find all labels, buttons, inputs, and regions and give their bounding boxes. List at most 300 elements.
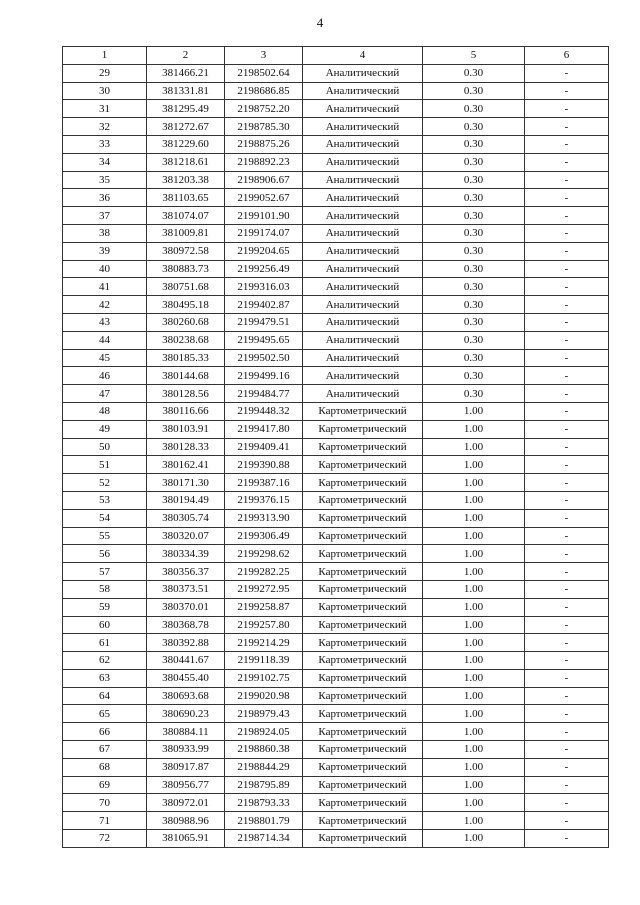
point-number-cell: 40 bbox=[63, 260, 147, 278]
point-number-cell: 51 bbox=[63, 456, 147, 474]
accuracy-cell: 1.00 bbox=[423, 705, 525, 723]
note-cell: - bbox=[525, 563, 609, 581]
note-cell: - bbox=[525, 100, 609, 118]
x-coordinate-cell: 381218.61 bbox=[147, 153, 225, 171]
x-coordinate-cell: 380128.56 bbox=[147, 385, 225, 403]
point-number-cell: 36 bbox=[63, 189, 147, 207]
note-cell: - bbox=[525, 313, 609, 331]
x-coordinate-cell: 381065.91 bbox=[147, 830, 225, 848]
method-cell: Аналитический bbox=[303, 260, 423, 278]
y-coordinate-cell: 2199313.90 bbox=[225, 509, 303, 527]
y-coordinate-cell: 2199101.90 bbox=[225, 207, 303, 225]
note-cell: - bbox=[525, 420, 609, 438]
accuracy-cell: 1.00 bbox=[423, 563, 525, 581]
accuracy-cell: 0.30 bbox=[423, 100, 525, 118]
accuracy-cell: 0.30 bbox=[423, 171, 525, 189]
accuracy-cell: 1.00 bbox=[423, 830, 525, 848]
table-row bbox=[63, 456, 609, 474]
x-coordinate-cell: 381331.81 bbox=[147, 82, 225, 100]
y-coordinate-cell: 2198860.38 bbox=[225, 741, 303, 759]
y-coordinate-cell: 2199118.39 bbox=[225, 652, 303, 670]
x-coordinate-cell: 380194.49 bbox=[147, 491, 225, 509]
method-cell: Аналитический bbox=[303, 278, 423, 296]
accuracy-cell: 0.30 bbox=[423, 367, 525, 385]
method-cell: Картометрический bbox=[303, 402, 423, 420]
method-cell: Картометрический bbox=[303, 527, 423, 545]
method-cell: Картометрический bbox=[303, 420, 423, 438]
note-cell: - bbox=[525, 367, 609, 385]
accuracy-cell: 1.00 bbox=[423, 634, 525, 652]
x-coordinate-cell: 381295.49 bbox=[147, 100, 225, 118]
table-row bbox=[63, 438, 609, 456]
note-cell: - bbox=[525, 509, 609, 527]
point-number-cell: 55 bbox=[63, 527, 147, 545]
x-coordinate-cell: 380305.74 bbox=[147, 509, 225, 527]
method-cell: Картометрический bbox=[303, 491, 423, 509]
note-cell: - bbox=[525, 758, 609, 776]
table-row bbox=[63, 402, 609, 420]
table-row bbox=[63, 242, 609, 260]
point-number-cell: 72 bbox=[63, 830, 147, 848]
point-number-cell: 54 bbox=[63, 509, 147, 527]
method-cell: Картометрический bbox=[303, 545, 423, 563]
note-cell: - bbox=[525, 64, 609, 82]
y-coordinate-cell: 2199390.88 bbox=[225, 456, 303, 474]
note-cell: - bbox=[525, 82, 609, 100]
point-number-cell: 44 bbox=[63, 331, 147, 349]
table-row bbox=[63, 278, 609, 296]
coordinates-table bbox=[62, 46, 609, 848]
x-coordinate-cell: 380185.33 bbox=[147, 349, 225, 367]
method-cell: Аналитический bbox=[303, 189, 423, 207]
note-cell: - bbox=[525, 527, 609, 545]
method-cell: Аналитический bbox=[303, 313, 423, 331]
note-cell: - bbox=[525, 296, 609, 314]
y-coordinate-cell: 2198502.64 bbox=[225, 64, 303, 82]
table-row bbox=[63, 296, 609, 314]
method-cell: Картометрический bbox=[303, 758, 423, 776]
y-coordinate-cell: 2199409.41 bbox=[225, 438, 303, 456]
table-row bbox=[63, 527, 609, 545]
method-cell: Картометрический bbox=[303, 438, 423, 456]
point-number-cell: 41 bbox=[63, 278, 147, 296]
table-row bbox=[63, 741, 609, 759]
note-cell: - bbox=[525, 224, 609, 242]
table-body bbox=[63, 64, 609, 847]
point-number-cell: 32 bbox=[63, 118, 147, 136]
method-cell: Картометрический bbox=[303, 705, 423, 723]
y-coordinate-cell: 2198875.26 bbox=[225, 135, 303, 153]
table-row bbox=[63, 491, 609, 509]
table-row bbox=[63, 652, 609, 670]
x-coordinate-cell: 380356.37 bbox=[147, 563, 225, 581]
note-cell: - bbox=[525, 153, 609, 171]
y-coordinate-cell: 2199402.87 bbox=[225, 296, 303, 314]
note-cell: - bbox=[525, 616, 609, 634]
x-coordinate-cell: 380956.77 bbox=[147, 776, 225, 794]
point-number-cell: 31 bbox=[63, 100, 147, 118]
y-coordinate-cell: 2199316.03 bbox=[225, 278, 303, 296]
note-cell: - bbox=[525, 260, 609, 278]
table-row bbox=[63, 349, 609, 367]
x-coordinate-cell: 380988.96 bbox=[147, 812, 225, 830]
note-cell: - bbox=[525, 385, 609, 403]
accuracy-cell: 1.00 bbox=[423, 438, 525, 456]
note-cell: - bbox=[525, 491, 609, 509]
point-number-cell: 59 bbox=[63, 598, 147, 616]
accuracy-cell: 1.00 bbox=[423, 509, 525, 527]
point-number-cell: 38 bbox=[63, 224, 147, 242]
point-number-cell: 37 bbox=[63, 207, 147, 225]
x-coordinate-cell: 380260.68 bbox=[147, 313, 225, 331]
point-number-cell: 56 bbox=[63, 545, 147, 563]
point-number-cell: 47 bbox=[63, 385, 147, 403]
method-cell: Картометрический bbox=[303, 741, 423, 759]
point-number-cell: 46 bbox=[63, 367, 147, 385]
x-coordinate-cell: 380972.58 bbox=[147, 242, 225, 260]
column-header: 3 bbox=[225, 47, 303, 65]
x-coordinate-cell: 380320.07 bbox=[147, 527, 225, 545]
point-number-cell: 67 bbox=[63, 741, 147, 759]
point-number-cell: 65 bbox=[63, 705, 147, 723]
table-header-row bbox=[63, 47, 609, 65]
y-coordinate-cell: 2199214.29 bbox=[225, 634, 303, 652]
point-number-cell: 49 bbox=[63, 420, 147, 438]
note-cell: - bbox=[525, 598, 609, 616]
note-cell: - bbox=[525, 723, 609, 741]
accuracy-cell: 1.00 bbox=[423, 545, 525, 563]
x-coordinate-cell: 380368.78 bbox=[147, 616, 225, 634]
x-coordinate-cell: 381272.67 bbox=[147, 118, 225, 136]
y-coordinate-cell: 2198844.29 bbox=[225, 758, 303, 776]
x-coordinate-cell: 380144.68 bbox=[147, 367, 225, 385]
table-row bbox=[63, 705, 609, 723]
note-cell: - bbox=[525, 438, 609, 456]
y-coordinate-cell: 2198924.05 bbox=[225, 723, 303, 741]
accuracy-cell: 0.30 bbox=[423, 135, 525, 153]
x-coordinate-cell: 381009.81 bbox=[147, 224, 225, 242]
accuracy-cell: 1.00 bbox=[423, 474, 525, 492]
accuracy-cell: 0.30 bbox=[423, 82, 525, 100]
table-row bbox=[63, 669, 609, 687]
point-number-cell: 34 bbox=[63, 153, 147, 171]
accuracy-cell: 1.00 bbox=[423, 812, 525, 830]
accuracy-cell: 0.30 bbox=[423, 224, 525, 242]
y-coordinate-cell: 2199282.25 bbox=[225, 563, 303, 581]
y-coordinate-cell: 2198714.34 bbox=[225, 830, 303, 848]
method-cell: Аналитический bbox=[303, 385, 423, 403]
x-coordinate-cell: 380370.01 bbox=[147, 598, 225, 616]
note-cell: - bbox=[525, 545, 609, 563]
y-coordinate-cell: 2199272.95 bbox=[225, 580, 303, 598]
note-cell: - bbox=[525, 278, 609, 296]
method-cell: Картометрический bbox=[303, 687, 423, 705]
point-number-cell: 48 bbox=[63, 402, 147, 420]
column-header: 4 bbox=[303, 47, 423, 65]
method-cell: Аналитический bbox=[303, 207, 423, 225]
method-cell: Аналитический bbox=[303, 118, 423, 136]
method-cell: Картометрический bbox=[303, 580, 423, 598]
y-coordinate-cell: 2199499.16 bbox=[225, 367, 303, 385]
y-coordinate-cell: 2199102.75 bbox=[225, 669, 303, 687]
accuracy-cell: 1.00 bbox=[423, 420, 525, 438]
accuracy-cell: 1.00 bbox=[423, 723, 525, 741]
table-row bbox=[63, 509, 609, 527]
table-row bbox=[63, 82, 609, 100]
method-cell: Картометрический bbox=[303, 598, 423, 616]
method-cell: Картометрический bbox=[303, 669, 423, 687]
column-header: 5 bbox=[423, 47, 525, 65]
accuracy-cell: 0.30 bbox=[423, 385, 525, 403]
accuracy-cell: 0.30 bbox=[423, 153, 525, 171]
table-row bbox=[63, 812, 609, 830]
point-number-cell: 50 bbox=[63, 438, 147, 456]
x-coordinate-cell: 380373.51 bbox=[147, 580, 225, 598]
x-coordinate-cell: 381203.38 bbox=[147, 171, 225, 189]
y-coordinate-cell: 2199306.49 bbox=[225, 527, 303, 545]
note-cell: - bbox=[525, 634, 609, 652]
method-cell: Картометрический bbox=[303, 456, 423, 474]
y-coordinate-cell: 2198686.85 bbox=[225, 82, 303, 100]
note-cell: - bbox=[525, 135, 609, 153]
table-row bbox=[63, 580, 609, 598]
note-cell: - bbox=[525, 331, 609, 349]
y-coordinate-cell: 2199448.32 bbox=[225, 402, 303, 420]
note-cell: - bbox=[525, 776, 609, 794]
y-coordinate-cell: 2199502.50 bbox=[225, 349, 303, 367]
x-coordinate-cell: 380238.68 bbox=[147, 331, 225, 349]
table-row bbox=[63, 598, 609, 616]
method-cell: Аналитический bbox=[303, 64, 423, 82]
point-number-cell: 33 bbox=[63, 135, 147, 153]
table-row bbox=[63, 224, 609, 242]
table-row bbox=[63, 313, 609, 331]
accuracy-cell: 1.00 bbox=[423, 598, 525, 616]
x-coordinate-cell: 380933.99 bbox=[147, 741, 225, 759]
y-coordinate-cell: 2199484.77 bbox=[225, 385, 303, 403]
table-row bbox=[63, 118, 609, 136]
note-cell: - bbox=[525, 456, 609, 474]
x-coordinate-cell: 381074.07 bbox=[147, 207, 225, 225]
accuracy-cell: 1.00 bbox=[423, 669, 525, 687]
note-cell: - bbox=[525, 118, 609, 136]
x-coordinate-cell: 381466.21 bbox=[147, 64, 225, 82]
y-coordinate-cell: 2199479.51 bbox=[225, 313, 303, 331]
method-cell: Аналитический bbox=[303, 135, 423, 153]
point-number-cell: 66 bbox=[63, 723, 147, 741]
method-cell: Аналитический bbox=[303, 331, 423, 349]
point-number-cell: 60 bbox=[63, 616, 147, 634]
method-cell: Картометрический bbox=[303, 652, 423, 670]
accuracy-cell: 0.30 bbox=[423, 349, 525, 367]
x-coordinate-cell: 380693.68 bbox=[147, 687, 225, 705]
point-number-cell: 57 bbox=[63, 563, 147, 581]
y-coordinate-cell: 2199417.80 bbox=[225, 420, 303, 438]
method-cell: Аналитический bbox=[303, 171, 423, 189]
point-number-cell: 52 bbox=[63, 474, 147, 492]
accuracy-cell: 0.30 bbox=[423, 242, 525, 260]
note-cell: - bbox=[525, 652, 609, 670]
table-row bbox=[63, 474, 609, 492]
note-cell: - bbox=[525, 242, 609, 260]
y-coordinate-cell: 2199495.65 bbox=[225, 331, 303, 349]
x-coordinate-cell: 380103.91 bbox=[147, 420, 225, 438]
method-cell: Аналитический bbox=[303, 153, 423, 171]
note-cell: - bbox=[525, 207, 609, 225]
method-cell: Аналитический bbox=[303, 242, 423, 260]
accuracy-cell: 1.00 bbox=[423, 652, 525, 670]
table-row bbox=[63, 207, 609, 225]
point-number-cell: 43 bbox=[63, 313, 147, 331]
method-cell: Картометрический bbox=[303, 776, 423, 794]
accuracy-cell: 1.00 bbox=[423, 491, 525, 509]
page-number: 4 bbox=[316, 15, 324, 30]
table-row bbox=[63, 260, 609, 278]
accuracy-cell: 0.30 bbox=[423, 118, 525, 136]
x-coordinate-cell: 380392.88 bbox=[147, 634, 225, 652]
point-number-cell: 58 bbox=[63, 580, 147, 598]
accuracy-cell: 1.00 bbox=[423, 456, 525, 474]
y-coordinate-cell: 2198906.67 bbox=[225, 171, 303, 189]
x-coordinate-cell: 380883.73 bbox=[147, 260, 225, 278]
method-cell: Картометрический bbox=[303, 812, 423, 830]
table-row bbox=[63, 723, 609, 741]
note-cell: - bbox=[525, 474, 609, 492]
note-cell: - bbox=[525, 669, 609, 687]
method-cell: Картометрический bbox=[303, 474, 423, 492]
x-coordinate-cell: 381103.65 bbox=[147, 189, 225, 207]
table-row bbox=[63, 830, 609, 848]
point-number-cell: 63 bbox=[63, 669, 147, 687]
table-row bbox=[63, 189, 609, 207]
point-number-cell: 35 bbox=[63, 171, 147, 189]
table-row bbox=[63, 758, 609, 776]
method-cell: Аналитический bbox=[303, 296, 423, 314]
method-cell: Картометрический bbox=[303, 563, 423, 581]
accuracy-cell: 1.00 bbox=[423, 741, 525, 759]
y-coordinate-cell: 2198801.79 bbox=[225, 812, 303, 830]
y-coordinate-cell: 2199376.15 bbox=[225, 491, 303, 509]
note-cell: - bbox=[525, 580, 609, 598]
y-coordinate-cell: 2199204.65 bbox=[225, 242, 303, 260]
table-row bbox=[63, 331, 609, 349]
y-coordinate-cell: 2199257.80 bbox=[225, 616, 303, 634]
point-number-cell: 45 bbox=[63, 349, 147, 367]
x-coordinate-cell: 380116.66 bbox=[147, 402, 225, 420]
method-cell: Картометрический bbox=[303, 509, 423, 527]
y-coordinate-cell: 2199174.07 bbox=[225, 224, 303, 242]
y-coordinate-cell: 2198752.20 bbox=[225, 100, 303, 118]
accuracy-cell: 1.00 bbox=[423, 527, 525, 545]
x-coordinate-cell: 380495.18 bbox=[147, 296, 225, 314]
y-coordinate-cell: 2199052.67 bbox=[225, 189, 303, 207]
column-header: 6 bbox=[525, 47, 609, 65]
point-number-cell: 69 bbox=[63, 776, 147, 794]
x-coordinate-cell: 380751.68 bbox=[147, 278, 225, 296]
table-row bbox=[63, 135, 609, 153]
table-row bbox=[63, 794, 609, 812]
x-coordinate-cell: 380334.39 bbox=[147, 545, 225, 563]
x-coordinate-cell: 380455.40 bbox=[147, 669, 225, 687]
x-coordinate-cell: 380690.23 bbox=[147, 705, 225, 723]
point-number-cell: 71 bbox=[63, 812, 147, 830]
x-coordinate-cell: 380884.11 bbox=[147, 723, 225, 741]
point-number-cell: 42 bbox=[63, 296, 147, 314]
table-row bbox=[63, 563, 609, 581]
x-coordinate-cell: 380917.87 bbox=[147, 758, 225, 776]
y-coordinate-cell: 2199298.62 bbox=[225, 545, 303, 563]
note-cell: - bbox=[525, 794, 609, 812]
table-row bbox=[63, 100, 609, 118]
note-cell: - bbox=[525, 402, 609, 420]
y-coordinate-cell: 2199020.98 bbox=[225, 687, 303, 705]
accuracy-cell: 1.00 bbox=[423, 616, 525, 634]
accuracy-cell: 1.00 bbox=[423, 758, 525, 776]
y-coordinate-cell: 2198892.23 bbox=[225, 153, 303, 171]
note-cell: - bbox=[525, 189, 609, 207]
note-cell: - bbox=[525, 812, 609, 830]
method-cell: Картометрический bbox=[303, 830, 423, 848]
method-cell: Аналитический bbox=[303, 82, 423, 100]
method-cell: Аналитический bbox=[303, 100, 423, 118]
x-coordinate-cell: 380441.67 bbox=[147, 652, 225, 670]
accuracy-cell: 1.00 bbox=[423, 794, 525, 812]
table-row bbox=[63, 64, 609, 82]
method-cell: Аналитический bbox=[303, 367, 423, 385]
method-cell: Картометрический bbox=[303, 723, 423, 741]
method-cell: Аналитический bbox=[303, 224, 423, 242]
column-header: 1 bbox=[63, 47, 147, 65]
table-row bbox=[63, 776, 609, 794]
point-number-cell: 29 bbox=[63, 64, 147, 82]
method-cell: Картометрический bbox=[303, 634, 423, 652]
point-number-cell: 39 bbox=[63, 242, 147, 260]
accuracy-cell: 0.30 bbox=[423, 207, 525, 225]
y-coordinate-cell: 2198795.89 bbox=[225, 776, 303, 794]
note-cell: - bbox=[525, 705, 609, 723]
point-number-cell: 30 bbox=[63, 82, 147, 100]
accuracy-cell: 1.00 bbox=[423, 687, 525, 705]
accuracy-cell: 0.30 bbox=[423, 189, 525, 207]
y-coordinate-cell: 2198785.30 bbox=[225, 118, 303, 136]
accuracy-cell: 1.00 bbox=[423, 580, 525, 598]
accuracy-cell: 0.30 bbox=[423, 331, 525, 349]
point-number-cell: 70 bbox=[63, 794, 147, 812]
method-cell: Картометрический bbox=[303, 616, 423, 634]
table-row bbox=[63, 616, 609, 634]
method-cell: Аналитический bbox=[303, 349, 423, 367]
accuracy-cell: 1.00 bbox=[423, 402, 525, 420]
x-coordinate-cell: 380171.30 bbox=[147, 474, 225, 492]
y-coordinate-cell: 2198979.43 bbox=[225, 705, 303, 723]
accuracy-cell: 1.00 bbox=[423, 776, 525, 794]
note-cell: - bbox=[525, 171, 609, 189]
note-cell: - bbox=[525, 830, 609, 848]
table-row bbox=[63, 634, 609, 652]
x-coordinate-cell: 380162.41 bbox=[147, 456, 225, 474]
y-coordinate-cell: 2199258.87 bbox=[225, 598, 303, 616]
accuracy-cell: 0.30 bbox=[423, 278, 525, 296]
point-number-cell: 62 bbox=[63, 652, 147, 670]
table-row bbox=[63, 385, 609, 403]
column-header: 2 bbox=[147, 47, 225, 65]
point-number-cell: 68 bbox=[63, 758, 147, 776]
y-coordinate-cell: 2199387.16 bbox=[225, 474, 303, 492]
table-row bbox=[63, 171, 609, 189]
accuracy-cell: 0.30 bbox=[423, 260, 525, 278]
note-cell: - bbox=[525, 349, 609, 367]
table-row bbox=[63, 420, 609, 438]
